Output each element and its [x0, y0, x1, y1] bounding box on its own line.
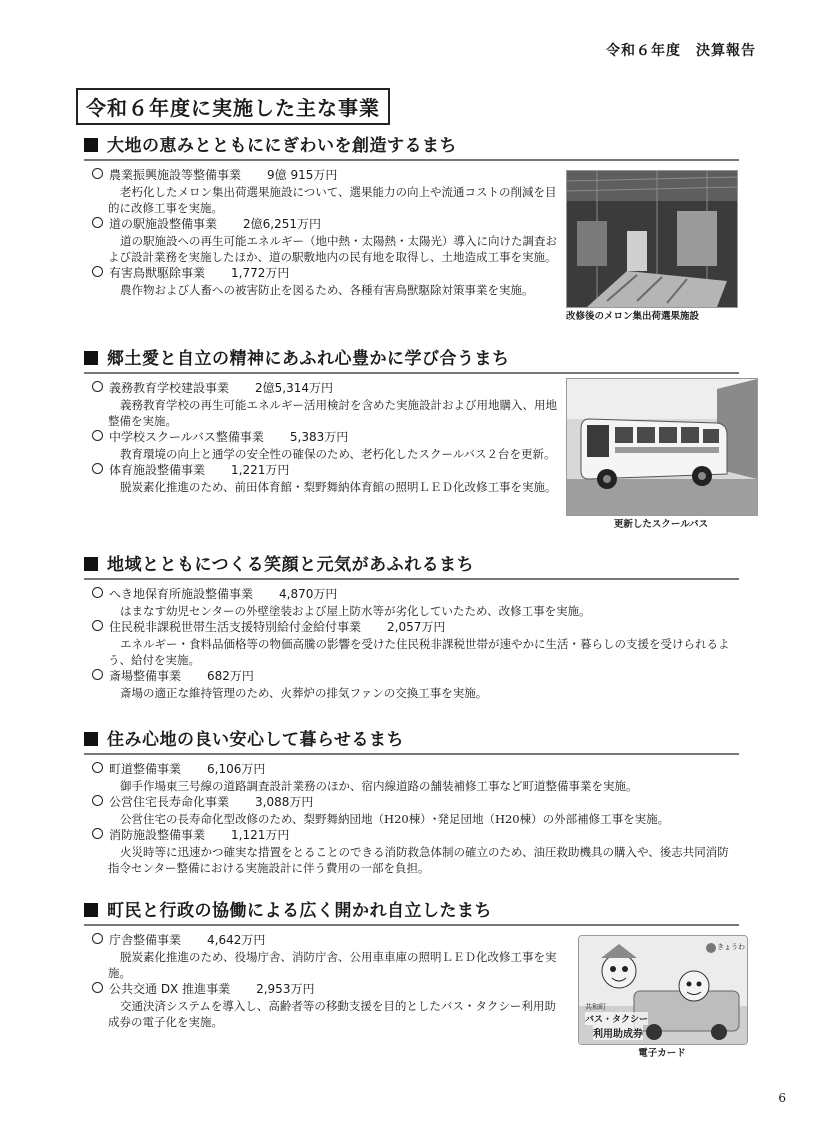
card-town: 共和町 [585, 1003, 606, 1011]
list-item [92, 619, 739, 668]
circle-bullet-icon [92, 266, 103, 277]
electronic-card-photo [578, 935, 748, 1045]
list-item [92, 932, 562, 981]
bus-image [567, 379, 757, 515]
list-item [92, 265, 562, 282]
item-amount: 4,642万円 [207, 933, 266, 947]
item-description: 御手作場東三号線の道路調査設計業務のほか、宿内線道路の舗装補修工事など町道整備事業を実施。 [120, 779, 638, 793]
item-amount: 2,057万円 [387, 620, 446, 634]
circle-bullet-icon [92, 620, 103, 631]
item-list [84, 932, 562, 1030]
circle-bullet-icon [92, 982, 103, 993]
item-description: 公営住宅の長寿命化型改修のため、梨野舞納団地（H20棟）･発足団地（H20棟）の外部補修工事を実施。 [120, 812, 670, 826]
item-name: 公営住宅長寿命化事業 [109, 795, 230, 809]
square-bullet-icon [84, 557, 98, 571]
item-description: 交通決済システムを導入し、高齢者等の移動支援を目的としたバス・タクシー利用助成券の電子化を実施。 [108, 999, 556, 1029]
circle-bullet-icon [92, 669, 103, 680]
section-4 [84, 725, 739, 876]
circle-bullet-icon [92, 933, 103, 944]
circle-bullet-icon [92, 381, 103, 392]
item-name: 体育施設整備事業 [109, 463, 206, 477]
item-amount: 5,383万円 [289, 430, 349, 444]
list-item [92, 586, 739, 619]
item-name: へき地保育所施設整備事業 [109, 587, 254, 601]
section-3 [84, 550, 739, 701]
card-line-ticket: 利用助成券 [593, 1025, 643, 1040]
item-amount: 1,121万円 [231, 828, 290, 842]
section-heading: 住み心地の良い安心して暮らせるまち [84, 725, 739, 755]
item-name: 農業振興施設等整備事業 [109, 168, 242, 182]
item-description: 老朽化したメロン集出荷選果施設について、選果能力の向上や流通コストの削減を目的に改修工事を実施。 [108, 185, 557, 215]
item-description: はまなす幼児センターの外壁塗装および屋上防水等が劣化していたため、改修工事を実施。 [120, 604, 591, 618]
item-amount: 4,870万円 [279, 587, 338, 601]
circle-bullet-icon [92, 463, 103, 474]
list-item [92, 167, 562, 216]
item-description: 脱炭素化推進のため、役場庁舎、消防庁舎、公用車車庫の照明ＬＥＤ化改修工事を実施。 [108, 950, 557, 980]
list-item [92, 216, 562, 265]
item-description: 火災時等に迅速かつ確実な措置をとることのできる消防救急体制の確立のため、油圧救助機具の購入や、後志共同消防指令センター整備における実施設計に伴う費用の一部を負担。 [108, 845, 729, 875]
list-item [92, 668, 739, 701]
item-amount: 682万円 [207, 669, 254, 683]
list-item [92, 981, 562, 1030]
section-heading: 地域とともにつくる笑顔と元気があふれるまち [84, 550, 739, 580]
photo-caption: 更新したスクールバス [613, 519, 709, 530]
item-name: 消防施設整備事業 [109, 828, 206, 842]
photo-caption: 電子カード [638, 1048, 686, 1059]
item-amount: 1,772万円 [231, 266, 290, 280]
item-amount: 2,953万円 [256, 982, 315, 996]
school-bus-photo [566, 378, 758, 516]
report-header: 令和６年度 決算報告 [606, 43, 756, 59]
list-item [92, 827, 739, 876]
square-bullet-icon [84, 138, 98, 152]
page-title: 令和６年度に実施した主な事業 [76, 88, 390, 125]
list-item [92, 462, 562, 495]
list-item [92, 794, 739, 827]
item-amount: 2億6,251万円 [243, 217, 322, 231]
circle-bullet-icon [92, 587, 103, 598]
circle-bullet-icon [92, 795, 103, 806]
item-name: 中学校スクールバス整備事業 [109, 430, 264, 444]
item-name: 義務教育学校建設事業 [109, 381, 230, 395]
circle-bullet-icon [92, 217, 103, 228]
item-name: 道の駅施設整備事業 [109, 217, 218, 231]
item-description: 農作物および人畜への被害防止を図るため、各種有害鳥獣駆除対策事業を実施。 [120, 283, 534, 297]
item-amount: 3,088万円 [255, 795, 314, 809]
facility-image [567, 171, 737, 307]
list-item [92, 380, 562, 429]
section-heading: 町民と行政の協働による広く開かれ自立したまち [84, 896, 739, 926]
circle-bullet-icon [92, 430, 103, 441]
card-brand: きょうわ [717, 943, 745, 951]
item-name: 町道整備事業 [109, 762, 182, 776]
section-heading: 郷土愛と自立の精神にあふれ心豊かに学び合うまち [84, 344, 739, 374]
item-name: 住民税非課税世帯生活支援特別給付金給付事業 [109, 620, 362, 634]
list-item [92, 429, 562, 462]
circle-bullet-icon [92, 168, 103, 179]
card-line-bus-taxi: バス・タクシー [585, 1012, 648, 1025]
circle-bullet-icon [92, 762, 103, 773]
item-description: 教育環境の向上と通学の安全性の確保のため、老朽化したスクールバス２台を更新。 [120, 447, 556, 461]
item-name: 庁舎整備事業 [109, 933, 182, 947]
item-list [84, 380, 562, 495]
item-name: 斎場整備事業 [109, 669, 182, 683]
item-name: 公共交通 DX 推進事業 [109, 982, 231, 996]
item-list [84, 167, 562, 282]
melon-facility-photo [566, 170, 738, 308]
item-description: 道の駅施設への再生可能エネルギー（地中熱・太陽熱・太陽光）導入に向けた調査および設計業務を実施したほか、道の駅敷地内の民有地を取得し、土地造成工事を実施。 [108, 234, 557, 264]
square-bullet-icon [84, 351, 98, 365]
square-bullet-icon [84, 903, 98, 917]
item-description: 義務教育学校の再生可能エネルギー活用検討を含めた実施設計および用地購入、用地整備を実施。 [108, 398, 557, 428]
list-item [92, 761, 739, 794]
item-name: 有害鳥獣駆除事業 [109, 266, 206, 280]
square-bullet-icon [84, 732, 98, 746]
item-amount: 1,221万円 [231, 463, 290, 477]
item-description: 脱炭素化推進のため、前田体育館・梨野舞納体育館の照明ＬＥＤ化改修工事を実施。 [120, 480, 557, 494]
page-number: 6 [778, 1091, 786, 1105]
item-description: 斎場の適正な維持管理のため、火葬炉の排気ファンの交換工事を実施。 [120, 686, 488, 700]
item-description: エネルギー・食料品価格等の物価高騰の影響を受けた住民税非課税世帯が速やかに生活・暮らしの支援を受けられるよう、給付を実施。 [108, 637, 730, 667]
item-amount: 9億 915万円 [267, 168, 338, 182]
photo-caption: 改修後のメロン集出荷選果施設 [566, 311, 700, 322]
item-amount: 6,106万円 [207, 762, 266, 776]
circle-bullet-icon [92, 828, 103, 839]
item-amount: 2億5,314万円 [255, 381, 334, 395]
section-heading: 大地の恵みとともににぎわいを創造するまち [84, 131, 739, 161]
